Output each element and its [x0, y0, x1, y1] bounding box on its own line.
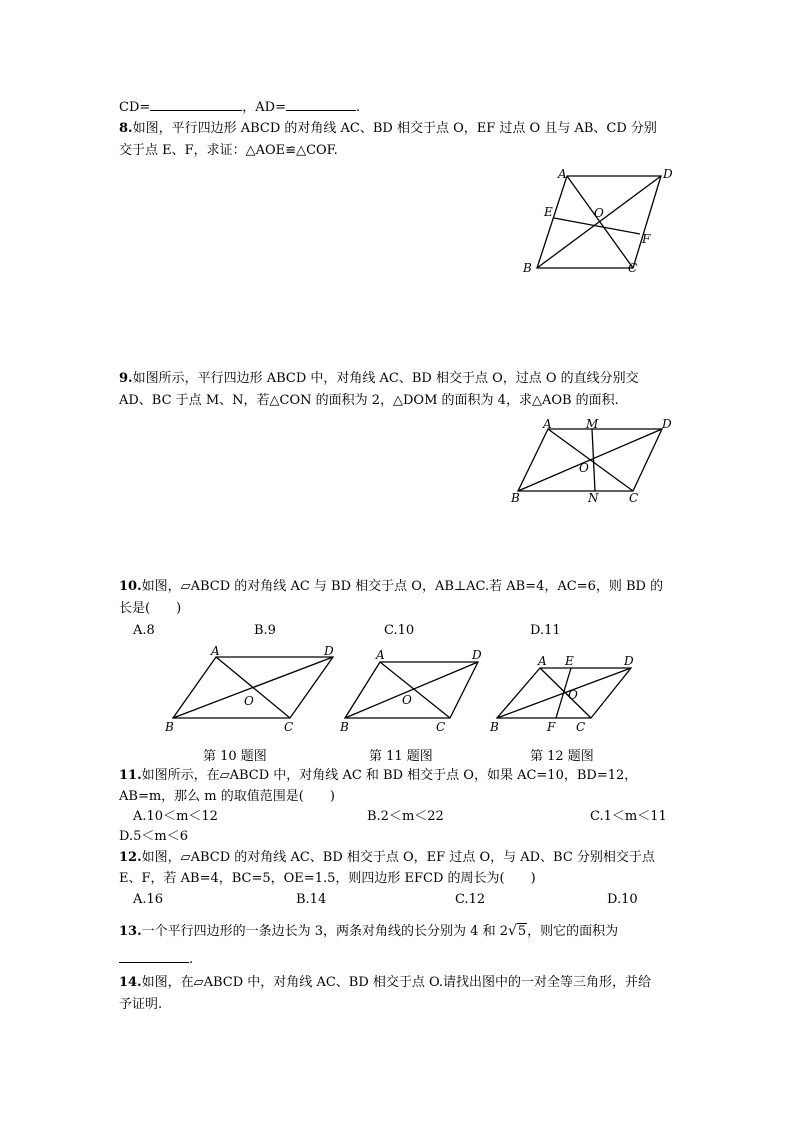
q7-end: . [355, 100, 361, 115]
q8-label-c: C [628, 261, 638, 275]
q7-ad-label: ，AD= [242, 100, 286, 115]
q14-line2 [119, 994, 162, 1016]
q14-text-2: 予证明. [119, 997, 163, 1012]
q8-label-e: E [544, 205, 553, 219]
q9-label-d: D [662, 417, 672, 431]
fig10-label-o: O [244, 694, 254, 708]
q10-number: 10. [119, 579, 142, 594]
q13-number: 13. [119, 924, 142, 939]
q14-number: 14. [119, 975, 142, 990]
q7-answer-line [119, 96, 360, 119]
fig11-label-b: B [340, 720, 349, 734]
q10-option-a[interactable]: A.8 [133, 623, 155, 638]
q10-line1 [119, 576, 663, 598]
q11-text-2: AB=m，那么 m 的取值范围是( ) [119, 789, 335, 804]
fig12-label-e: E [565, 654, 574, 668]
q7-cd-blank [150, 96, 242, 111]
q11-option-a[interactable]: A.10＜m＜12 [133, 809, 218, 824]
q9-figure [505, 416, 680, 506]
q10-option-b[interactable]: B.9 [254, 623, 276, 638]
q9-label-b: B [511, 491, 520, 505]
q9-text-1: 如图所示，平行四边形 ABCD 中，对角线 AC、BD 相交于点 O，过点 O 的直线分别交 [132, 371, 639, 386]
q11-option-d[interactable]: D.5＜m＜6 [119, 829, 188, 844]
fig12 [488, 642, 648, 737]
q9-text-2: AD、BC 于点 M、N，若△CON 的面积为 2，△DOM 的面积为 4，求△AOB 的面积. [119, 393, 619, 408]
q8-line1 [119, 118, 657, 140]
fig10-label-c: C [284, 720, 294, 734]
q12-option-a[interactable]: A.16 [133, 892, 164, 907]
fig10-label-b: B [165, 720, 174, 734]
q7-cd-label: CD= [119, 100, 151, 115]
q12-number: 12. [119, 850, 142, 865]
q11-option-b[interactable]: B.2＜m＜22 [367, 809, 444, 824]
q9-label-o: O [579, 461, 589, 475]
q9-label-m: M [586, 417, 599, 431]
fig11-label-o: O [402, 693, 412, 707]
fig10-diagonal-bd [173, 657, 333, 718]
caption-fig12: 第 12 题图 [530, 749, 594, 764]
q9-line2 [119, 390, 619, 412]
fig11-diagonal-ac [380, 662, 450, 718]
q12-option-d[interactable]: D.10 [607, 892, 638, 907]
q8-number: 8. [119, 121, 133, 136]
fig12-label-b: B [490, 720, 499, 734]
q11-number: 11. [119, 768, 142, 783]
q10-option-c[interactable]: C.10 [384, 623, 415, 638]
fig12-label-o: O [568, 688, 578, 702]
caption-fig11: 第 11 题图 [369, 749, 433, 764]
q8-figure [520, 166, 680, 281]
q9-line1 [119, 368, 639, 390]
fig11 [335, 642, 495, 737]
q14-text-1: 如图，在▱ABCD 中，对角线 AC、BD 相交于点 O.请找出图中的一对全等三角形，并给 [141, 975, 652, 990]
fig11-label-c: C [436, 720, 446, 734]
q11-option-c[interactable]: C.1＜m＜11 [590, 809, 667, 824]
q13-text-a: 一个平行四边形的一条边长为 3，两条对角线的长分别为 4 和 2 [141, 924, 508, 939]
fig10-label-d: D [324, 644, 334, 658]
q10-line2 [119, 598, 181, 620]
q8-label-b: B [523, 261, 532, 275]
q8-label-o: O [594, 206, 604, 220]
sqrt-sign-icon: √ [507, 923, 517, 939]
fig11-label-d: D [472, 648, 482, 662]
q11-line1 [119, 765, 637, 787]
fig10-label-a: A [211, 644, 220, 658]
q12-option-c[interactable]: C.12 [455, 892, 486, 907]
q12-option-b[interactable]: B.14 [296, 892, 327, 907]
fig12-label-d: D [624, 654, 634, 668]
q13-sqrt-radicand: 5 [517, 924, 527, 939]
q9-number: 9. [119, 371, 133, 386]
q8-text-2: 交于点 E、F，求证：△AOE≌△COF. [119, 143, 338, 158]
q9-label-c: C [629, 491, 639, 505]
q9-label-n: N [588, 491, 599, 505]
q13-answer-blank [119, 948, 189, 963]
q12-text-2: E、F，若 AB=4，BC=5，OE=1.5，则四边形 EFCD 的周长为( ) [119, 871, 536, 886]
q9-diagonal-bd [518, 429, 662, 491]
q12-line2 [119, 868, 536, 890]
q8-text-1: 如图，平行四边形 ABCD 的对角线 AC、BD 相交于点 O，EF 过点 O 且与 AB、CD 分别 [132, 121, 657, 136]
q12-line1 [119, 847, 655, 869]
caption-fig10: 第 10 题图 [203, 749, 267, 764]
q13-line1 [119, 920, 618, 943]
q8-line2 [119, 140, 338, 162]
q12-text-1: 如图，▱ABCD 的对角线 AC、BD 相交于点 O，EF 过点 O，与 AD、BC 分别相交于点 [141, 850, 655, 865]
q10-text-2: 长是( ) [119, 601, 182, 616]
q13-text-b: ，则它的面积为 [527, 924, 619, 939]
fig12-label-f: F [547, 720, 556, 734]
q8-label-f: F [642, 232, 651, 246]
q9-label-a: A [543, 417, 552, 431]
q11-line2 [119, 786, 335, 808]
q14-line1 [119, 972, 651, 994]
fig11-label-a: A [376, 648, 385, 662]
q7-ad-blank [286, 96, 356, 111]
q13-line2 [119, 948, 193, 971]
q13-end: . [189, 952, 194, 967]
fig12-label-a: A [538, 654, 547, 668]
q9-segment-mn [592, 429, 595, 491]
q8-segment-ef [554, 218, 640, 234]
q11-text-1: 如图所示，在▱ABCD 中，对角线 AC 和 BD 相交于点 O，如果 AC=10，BD=12， [141, 768, 638, 783]
q8-diagonal-bd [537, 176, 661, 268]
fig11-diagonal-bd [345, 662, 478, 718]
q8-label-d: D [663, 167, 673, 181]
q10-text-1: 如图，▱ABCD 的对角线 AC 与 BD 相交于点 O，AB⊥AC.若 AB=4，AC=6，则 BD 的 [141, 579, 664, 594]
fig10 [160, 642, 345, 737]
fig12-label-c: C [576, 720, 586, 734]
q8-label-a: A [558, 167, 567, 181]
q10-option-d[interactable]: D.11 [530, 623, 561, 638]
